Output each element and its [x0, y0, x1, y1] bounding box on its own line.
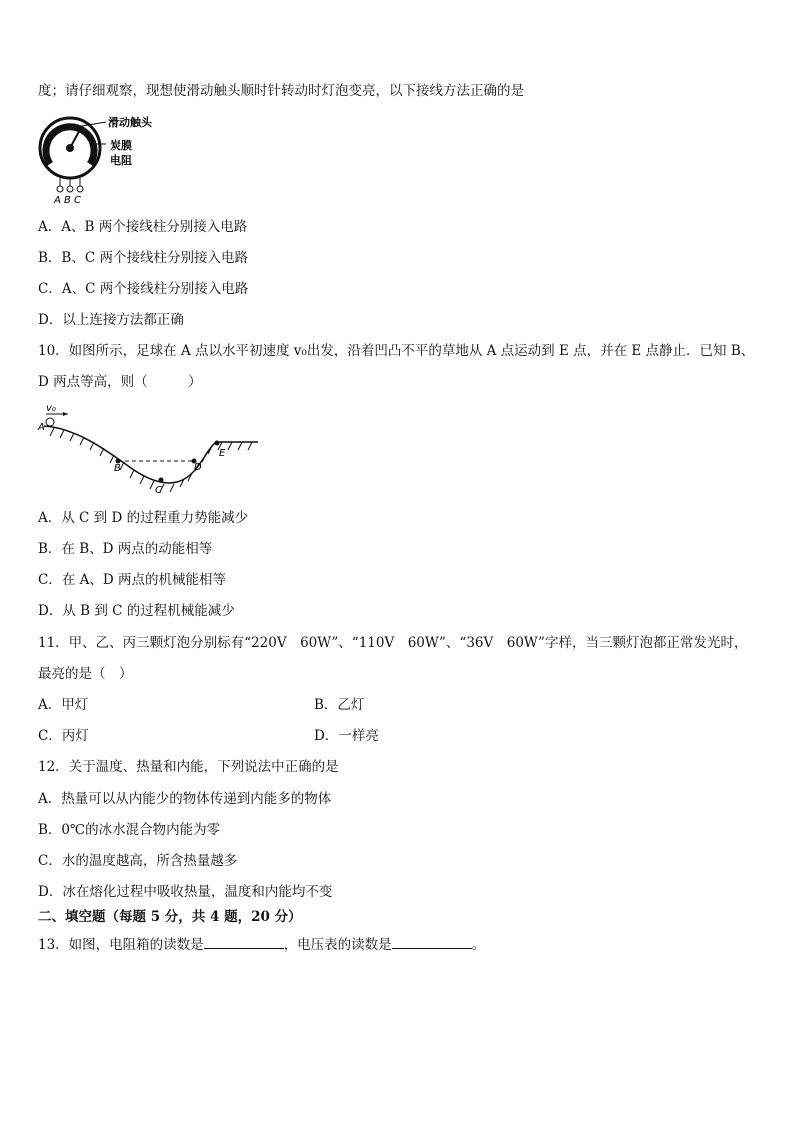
point-a-label: A	[38, 422, 45, 433]
q10-option-d: D．从 B 到 C 的过程机械能减少	[38, 603, 235, 619]
point-b-label: B	[114, 463, 121, 474]
potentiometer-figure	[36, 114, 166, 206]
q13-stem	[38, 936, 485, 954]
q13-answer-blank-2[interactable]	[392, 936, 472, 949]
q11-option-d: D．一样亮	[314, 728, 379, 744]
q12-option-a: A．热量可以从内能少的物体传递到内能多的物体	[38, 791, 332, 807]
q12-option-d: D．冰在熔化过程中吸收热量，温度和内能均不变	[38, 884, 333, 900]
q10-stem-line2: D 两点等高，则（ ）	[38, 374, 202, 390]
q9-option-d: D．以上连接方法都正确	[38, 312, 184, 328]
q10-option-b: B．在 B、D 两点的动能相等	[38, 541, 213, 557]
q9-option-c: C．A、C 两个接线柱分别接入电路	[38, 281, 249, 297]
q11-stem-line2: 最亮的是（ ）	[38, 666, 133, 682]
q13-text-part1: 13．如图，电阻箱的读数是	[38, 937, 204, 953]
point-e-label: E	[219, 448, 226, 459]
q9-option-a: A．A、B 两个接线柱分别接入电路	[38, 219, 248, 235]
q10-option-c: C．在 A、D 两点的机械能相等	[38, 572, 226, 588]
terrain-figure	[36, 400, 262, 496]
film-label-2: 电阻	[110, 154, 132, 167]
q9-option-b: B．B、C 两个接线柱分别接入电路	[38, 250, 248, 266]
section-heading-fill-in: 二、填空题（每题 5 分，共 4 题，20 分）	[38, 909, 302, 925]
slider-label: 滑动触头	[108, 116, 152, 129]
q12-option-c: C．水的温度越高，所含热量越多	[38, 853, 238, 869]
q10-stem-line1: 10．如图所示，足球在 A 点以水平初速度 v₀出发，沿着凹凸不平的草地从 A 点运动到 E 点，并在 E 点静止．已知 B、	[38, 343, 755, 359]
q11-option-a: A．甲灯	[38, 697, 89, 713]
q9-stem-tail: 度；请仔细观察，现想使滑动触头顺时针转动时灯泡变亮，以下接线方法正确的是	[38, 83, 524, 99]
point-d-label: D	[194, 462, 202, 473]
q10-option-a: A．从 C 到 D 的过程重力势能减少	[38, 510, 249, 526]
q12-option-b: B．0℃的冰水混合物内能为零	[38, 822, 221, 838]
q13-answer-blank-1[interactable]	[204, 936, 284, 949]
q13-text-part2: ，电压表的读数是	[283, 937, 392, 953]
q11-option-b: B．乙灯	[314, 697, 365, 713]
v0-label: v₀	[46, 403, 56, 414]
q11-stem-line1: 11．甲、乙、丙三颗灯泡分别标有“220V 60W”、“110V 60W”、“36V 60W”字样，当三颗灯泡都正常发光时，	[38, 635, 748, 651]
terminal-labels: A B C	[54, 195, 82, 206]
q12-stem: 12．关于温度、热量和内能，下列说法中正确的是	[38, 759, 339, 775]
q11-option-c: C．丙灯	[38, 728, 89, 744]
q13-text-part3: 。	[471, 937, 486, 953]
film-label-1: 炭膜	[110, 139, 132, 152]
point-c-label: C	[155, 485, 162, 496]
